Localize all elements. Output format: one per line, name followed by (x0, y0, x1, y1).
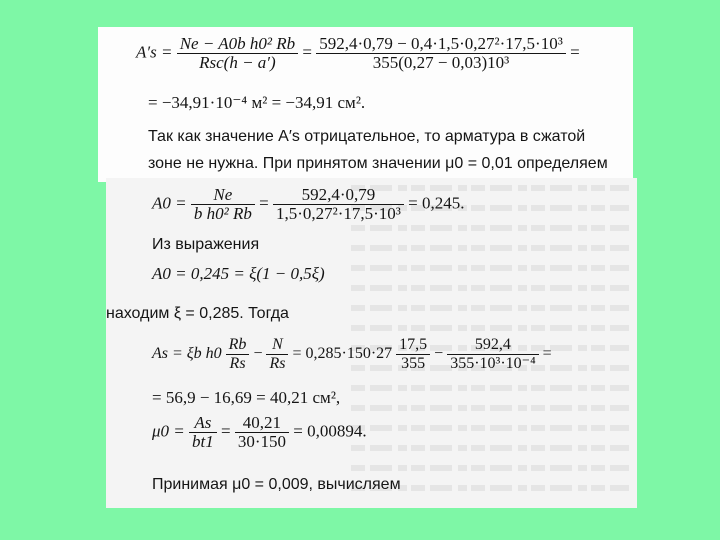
mu-fraction-2-numerator: 40,21 (235, 414, 289, 433)
fraction-1-numerator: Ne − A0b h0² Rb (177, 35, 298, 54)
as-lhs: As = ξb h0 (152, 345, 222, 363)
a0-equals: = (259, 193, 269, 213)
as-fraction-n-rs-denominator: Rs (269, 355, 286, 372)
as-fraction-3-denominator: 355 (401, 355, 426, 372)
fraction-2-numerator: 592,4·0,79 − 0,4·1,5·0,27²·17,5·10³ (316, 35, 566, 54)
formula-as (152, 336, 552, 373)
mu-fraction-2 (235, 414, 289, 451)
mu-equals: = (221, 421, 231, 441)
a0-fraction-2 (273, 186, 404, 223)
a0-lhs: A0 = (152, 193, 187, 213)
equals-sign: = (302, 42, 312, 62)
as-minus-2: − (434, 345, 444, 363)
formula-as-prime (136, 35, 580, 72)
as-fraction-n-rs-numerator: N (266, 336, 288, 355)
as-fraction-4 (447, 336, 538, 373)
a0-result: = 0,245. (408, 193, 465, 213)
a0-fraction-1-denominator: b h0² Rb (193, 204, 252, 223)
final-line: Принимая μ0 = 0,009, вычисляем (152, 476, 401, 493)
paragraph-line-1: Так как значение A′s отрицательное, то арматура в сжатой (148, 128, 586, 145)
result-line: = −34,91·10⁻⁴ м² = −34,91 см². (148, 93, 366, 112)
a0-fraction-2-denominator: 1,5·0,27²·17,5·10³ (275, 204, 401, 223)
mu-fraction-1-denominator: bt1 (192, 432, 214, 451)
as-fraction-3 (396, 336, 430, 373)
mu-fraction-1 (189, 414, 217, 451)
fraction-2-denominator: 355(0,27 − 0,03)10³ (372, 53, 510, 72)
as-fraction-4-denominator: 355·10³·10⁻⁴ (450, 355, 536, 372)
a0-fraction-2-numerator: 592,4·0,79 (273, 186, 404, 205)
as-result-line: = 56,9 − 16,69 = 40,21 см², (152, 388, 341, 407)
from-expression-label: Из выражения (152, 236, 260, 253)
fraction-1 (177, 35, 298, 72)
fraction-1-denominator: Rsc(h − a′) (199, 53, 276, 72)
as-fraction-rb-rs (226, 336, 250, 373)
formula-lhs: A′s = (136, 42, 173, 62)
formula-a0 (152, 186, 464, 223)
a0-fraction-1-numerator: Ne (191, 186, 255, 205)
as-equals: = (542, 345, 552, 363)
formula-mu (152, 414, 367, 451)
a0-fraction-1 (191, 186, 255, 223)
mu-lhs: μ0 = (152, 421, 185, 441)
scan-fragment-bottom (106, 178, 637, 508)
scan-fragment-top (98, 27, 633, 182)
as-fraction-4-numerator: 592,4 (447, 336, 538, 355)
as-fraction-n-rs (266, 336, 288, 373)
as-fraction-3-numerator: 17,5 (396, 336, 430, 355)
a0-xi-equation: A0 = 0,245 = ξ(1 − 0,5ξ) (152, 264, 325, 283)
as-mid: = 0,285·150·27 (292, 345, 393, 363)
equals-sign-2: = (570, 42, 580, 62)
as-fraction-rb-rs-numerator: Rb (226, 336, 250, 355)
paragraph-line-2: зоне не нужна. При принятом значении μ0 = 0,01 определяем (148, 155, 608, 172)
as-fraction-rb-rs-denominator: Rs (229, 355, 246, 372)
mu-result: = 0,00894. (293, 421, 367, 441)
fraction-2 (316, 35, 566, 72)
mu-fraction-2-denominator: 30·150 (237, 432, 287, 451)
mu-fraction-1-numerator: As (189, 414, 217, 433)
as-minus: − (253, 345, 263, 363)
find-line: находим ξ = 0,285. Тогда (106, 305, 289, 322)
